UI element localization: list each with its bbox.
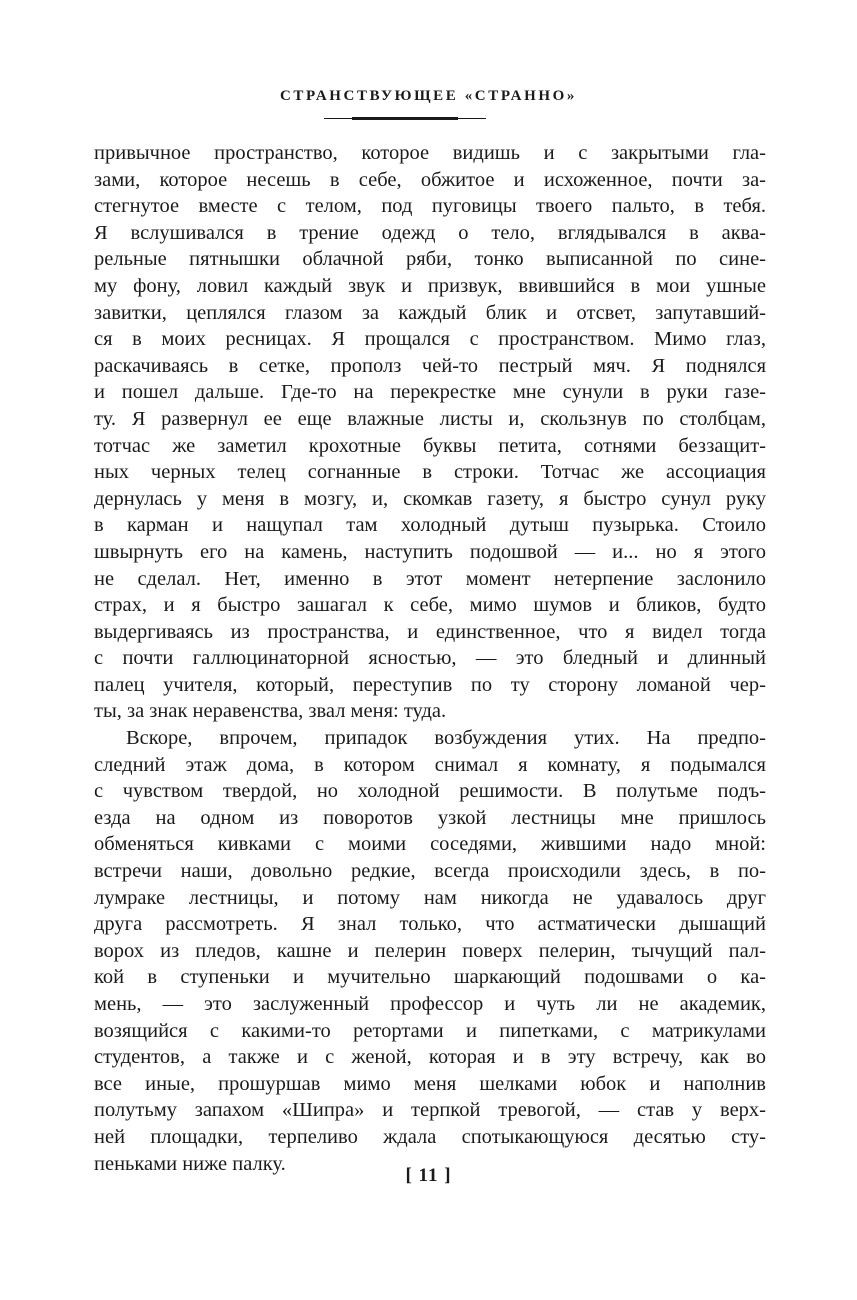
text-line: возящийся с какими-то ретортами и пипетками, с матрикулами: [94, 1019, 766, 1042]
text-line: все иные, прошуршав мимо меня шелками юбок и наполнив: [94, 1072, 766, 1095]
text-line: ворох из пледов, кашне и пелерин поверх пелерин, тычущий пал-: [94, 939, 766, 962]
text-line: ты, за знак неравенства, звал меня: туда.: [94, 700, 447, 723]
text-line: езда на одном из поворотов узкой лестницы мне пришлось: [94, 806, 766, 829]
text-line: му фону, ловил каждый звук и призвук, ввившийся в мои ушные: [94, 274, 766, 297]
text-line: стегнутое вместе с телом, под пуговицы твоего пальто, в тебя.: [94, 195, 766, 218]
text-line: тотчас же заметил крохотные буквы петита, сотнями беззащит-: [94, 434, 766, 457]
text-line: рельные пятнышки облачной ряби, тонко выписанной по сине-: [94, 248, 766, 271]
text-line: полутьму запахом «Шипра» и терпкой тревогой, — став у верх-: [94, 1099, 766, 1122]
text-line: завитки, цеплялся глазом за каждый блик и отсвет, запутавший-: [94, 301, 766, 324]
text-line: кой в ступеньки и мучительно шаркающий подошвами о ка-: [94, 966, 766, 989]
page-number: [ 11 ]: [405, 1165, 452, 1186]
text-line: и пошел дальше. Где-то на перекрестке мне сунули в руки газе-: [94, 381, 766, 404]
running-head-rule-accent: [352, 117, 458, 120]
text-line: дернулась у меня в мозгу, и, скомкав газету, я быстро сунул руку: [94, 487, 766, 510]
text-line: встречи наши, довольно редкие, всегда происходили здесь, в по-: [94, 860, 766, 883]
text-line: не сделал. Нет, именно в этот момент нетерпение заслонило: [94, 567, 766, 590]
text-line: Я вслушивался в трение одежд о тело, вглядывался в аква-: [94, 221, 766, 244]
text-line: пеньками ниже палку.: [94, 1152, 286, 1175]
text-line: лумраке лестницы, и потому нам никогда не удавалось друг: [94, 886, 766, 909]
text-line: ных черных телец согнанные в строки. Тотчас же ассоциация: [94, 461, 766, 484]
text-line: обменяться кивками с моими соседями, жившими надо мной:: [94, 833, 766, 856]
text-line: выдергиваясь из пространства, и единственное, что я видел тогда: [94, 620, 766, 643]
text-line: раскачиваясь в сетке, прополз чей-то пестрый мяч. Я поднялся: [94, 354, 766, 377]
text-line: в карман и нащупал там холодный дутыш пузырька. Стоило: [94, 514, 766, 537]
body-text: [94, 140, 766, 1177]
text-line: Вскоре, впрочем, припадок возбуждения утих. На предпо-: [126, 727, 766, 750]
text-line: страх, и я быстро зашагал к себе, мимо шумов и бликов, будто: [94, 594, 766, 617]
text-line: ся в моих ресницах. Я прощался с пространством. Мимо глаз,: [94, 328, 766, 351]
text-line: мень, — это заслуженный профессор и чуть ли не академик,: [94, 993, 766, 1015]
text-line: друга рассмотреть. Я знал только, что астматически дышащий: [94, 913, 766, 936]
text-line: с чувством твердой, но холодной решимости. В полутьме подъ-: [94, 780, 766, 803]
running-head: СТРАНСТВУЮЩЕЕ «СТРАННО»: [279, 88, 578, 104]
text-line: с почти галлюцинаторной ясностью, — это бледный и длинный: [94, 647, 766, 670]
text-line: швырнуть его на камень, наступить подошвой — и... но я этого: [94, 540, 766, 563]
text-line: привычное пространство, которое видишь и с закрытыми гла-: [94, 142, 766, 164]
text-line: ту. Я развернул ее еще влажные листы и, скользнув по столбцам,: [94, 407, 766, 430]
text-line: ней площадки, терпеливо ждала спотыкающуюся десятью сту-: [94, 1125, 766, 1148]
text-line: студентов, а также и с женой, которая и в эту встречу, как во: [94, 1046, 766, 1069]
text-line: зами, которое несешь в себе, обжитое и исхоженное, почти за-: [94, 168, 766, 191]
text-line: палец учителя, который, переступив по ту сторону ломаной чер-: [94, 673, 766, 696]
text-line: следний этаж дома, в котором снимал я комнату, я подымался: [94, 753, 766, 776]
